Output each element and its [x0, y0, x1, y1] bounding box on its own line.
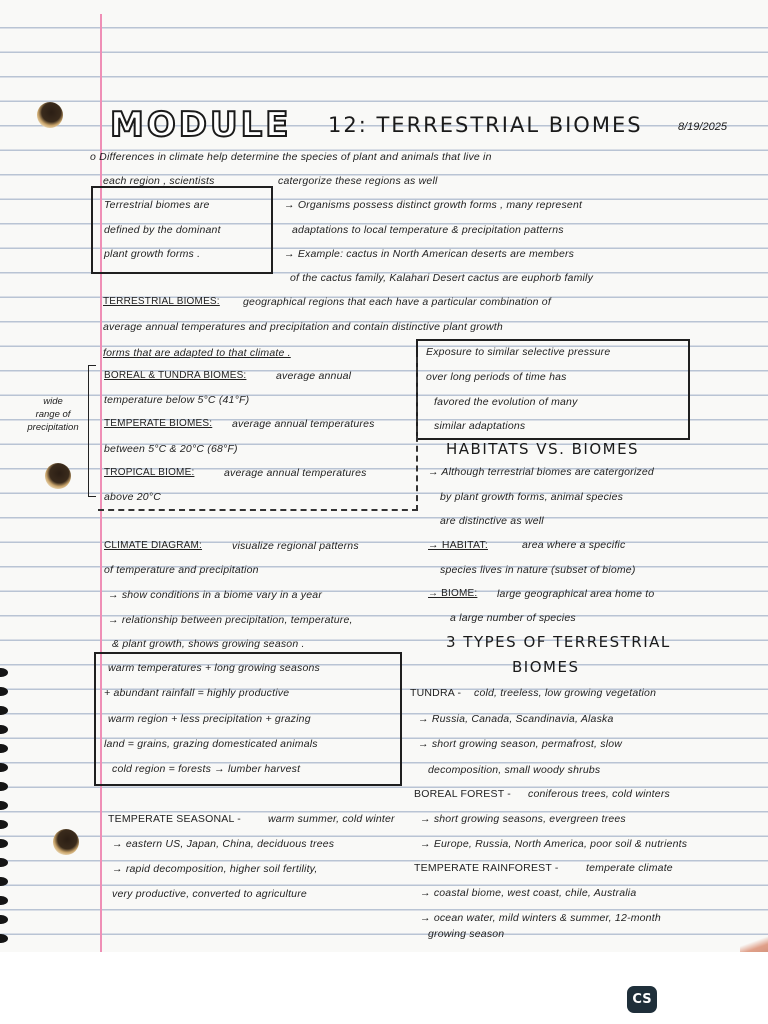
boreal-forest-term: BOREAL FOREST - [414, 788, 511, 800]
biome-def: large geographical area home to [497, 588, 655, 600]
box3-line: + abundant rainfall = highly productive [104, 687, 290, 699]
intro-line-2b: catergorize these regions as well [278, 175, 438, 187]
climate-diagram-line: of temperature and precipitation [104, 564, 259, 576]
boreal-forest-def: coniferous trees, cold winters [528, 788, 670, 800]
spiral-ring [0, 706, 8, 715]
spiral-ring [0, 820, 8, 829]
side-bracket [88, 365, 96, 497]
temperate-seasonal-def: warm summer, cold winter [268, 813, 395, 825]
side-note-line: wide [43, 396, 63, 407]
spiral-ring [0, 668, 8, 677]
three-types-heading: 3 TYPES OF TERRESTRIAL [446, 633, 671, 651]
box3-line: warm region + less precipitation + grazing [108, 713, 311, 725]
boreal-tundra-term: BOREAL & TUNDRA BIOMES: [104, 370, 247, 381]
organisms-line: of the cactus family, Kalahari Desert cactus are euphorb family [290, 272, 594, 284]
box3-line: warm temperatures + long growing seasons [108, 662, 320, 674]
terrestrial-biomes-term: TERRESTRIAL BIOMES: [103, 296, 220, 307]
box2-line: similar adaptations [434, 420, 526, 432]
organisms-line: → Organisms possess distinct growth forms , many represent [284, 199, 583, 211]
tundra-line: decomposition, small woody shrubs [428, 764, 601, 776]
climate-diagram-line: → relationship between precipitation, temperature, [108, 614, 353, 626]
habitat-term: → HABITAT: [428, 539, 488, 551]
biome-line: a large number of species [450, 612, 576, 624]
camscanner-logo: CS [627, 986, 657, 1013]
spiral-ring [0, 763, 8, 772]
box1-line: Terrestrial biomes are [104, 199, 210, 211]
boreal-tundra-line: temperature below 5°C (41°F) [104, 394, 250, 406]
terrestrial-biomes-line: average annual temperatures and precipitation and contain distinctive plant growth [103, 321, 503, 333]
temperate-seasonal-line: → eastern US, Japan, China, deciduous trees [112, 838, 335, 850]
climate-diagram-line: → show conditions in a biome vary in a year [108, 589, 323, 601]
spiral-ring [0, 801, 8, 810]
three-types-heading-2: BIOMES [512, 658, 580, 676]
tundra-line: → Russia, Canada, Scandinavia, Alaska [418, 713, 614, 725]
tundra-line: → short growing season, permafrost, slow [418, 738, 623, 750]
spiral-ring [0, 839, 8, 848]
habitats-heading: HABITATS VS. BIOMES [446, 440, 640, 458]
binder-hole [37, 102, 63, 128]
box2-line: favored the evolution of many [434, 396, 578, 408]
spiral-ring [0, 858, 8, 867]
spiral-ring [0, 934, 8, 943]
boreal-forest-line: → Europe, Russia, North America, poor soil & nutrients [420, 838, 688, 850]
temperate-rainforest-line: → ocean water, mild winters & summer, 12-month [420, 912, 661, 924]
spiral-ring [0, 744, 8, 753]
temperate-biomes-line: between 5°C & 20°C (68°F) [104, 443, 238, 455]
organisms-line: → Example: cactus in North American deserts are members [284, 248, 575, 260]
intro-line-2a: each region , scientists [103, 175, 215, 187]
tropical-biome-def: average annual temperatures [224, 467, 367, 479]
box2-line: Exposure to similar selective pressure [426, 346, 611, 358]
terrestrial-biomes-def: geographical regions that each have a particular combination of [243, 296, 551, 308]
spiral-ring [0, 725, 8, 734]
spiral-ring [0, 877, 8, 886]
tropical-biome-line: above 20°C [104, 491, 161, 503]
spiral-ring [0, 915, 8, 924]
side-note-line: range of [35, 409, 71, 420]
climate-diagram-term: CLIMATE DIAGRAM: [104, 540, 203, 551]
climate-diagram-def: visualize regional patterns [232, 540, 359, 552]
habitat-line: species lives in nature (subset of biome) [440, 564, 636, 576]
box3-line: cold region = forests → lumber harvest [112, 763, 301, 775]
temperate-rainforest-line: growing season [428, 928, 505, 940]
habitat-def: area where a specific [522, 539, 626, 551]
side-note-line: precipitation [27, 422, 79, 433]
temperate-rainforest-def: temperate climate [586, 862, 673, 874]
date: 8/19/2025 [678, 121, 727, 133]
tundra-def: cold, treeless, low growing vegetation [474, 687, 657, 699]
intro-line-1: o Differences in climate help determine the species of plant and animals that live in [90, 151, 492, 163]
tundra-term: TUNDRA - [410, 687, 462, 699]
biome-term: → BIOME: [428, 588, 478, 599]
spiral-ring [0, 782, 8, 791]
temperate-rainforest-line: → coastal biome, west coast, chile, Australia [420, 887, 637, 899]
habitats-line: are distinctive as well [440, 515, 544, 527]
temperate-biomes-def: average annual temperatures [232, 418, 375, 430]
boreal-tundra-def: average annual [276, 370, 352, 382]
organisms-line: adaptations to local temperature & precipitation patterns [292, 224, 564, 236]
tropical-biome-term: TROPICAL BIOME: [104, 467, 195, 478]
boreal-forest-line: → short growing seasons, evergreen trees [420, 813, 626, 825]
terrestrial-biomes-line: forms that are adapted to that climate . [103, 347, 291, 359]
box1-line: defined by the dominant [104, 224, 221, 236]
temperate-seasonal-line: very productive, converted to agriculture [112, 888, 307, 900]
binder-hole [45, 463, 71, 489]
box3-line: land = grains, grazing domesticated animals [104, 738, 318, 750]
box1-line: plant growth forms . [104, 248, 201, 260]
temperate-seasonal-line: → rapid decomposition, higher soil fertility, [112, 863, 318, 875]
side-note [18, 395, 88, 434]
spiral-ring [0, 687, 8, 696]
temperate-biomes-term: TEMPERATE BIOMES: [104, 418, 213, 429]
habitats-line: by plant growth forms, animal species [440, 491, 624, 503]
spiral-ring [0, 896, 8, 905]
box2-line: over long periods of time has [426, 371, 567, 383]
temperate-rainforest-term: TEMPERATE RAINFOREST - [414, 862, 559, 874]
temperate-seasonal-term: TEMPERATE SEASONAL - [108, 813, 241, 825]
climate-diagram-line: & plant growth, shows growing season . [112, 638, 305, 650]
binder-hole [53, 829, 79, 855]
title-topic: 12: TERRESTRIAL BIOMES [328, 113, 643, 137]
habitats-line: → Although terrestrial biomes are catergorized [428, 466, 654, 478]
title-module: MODULE [110, 105, 292, 145]
